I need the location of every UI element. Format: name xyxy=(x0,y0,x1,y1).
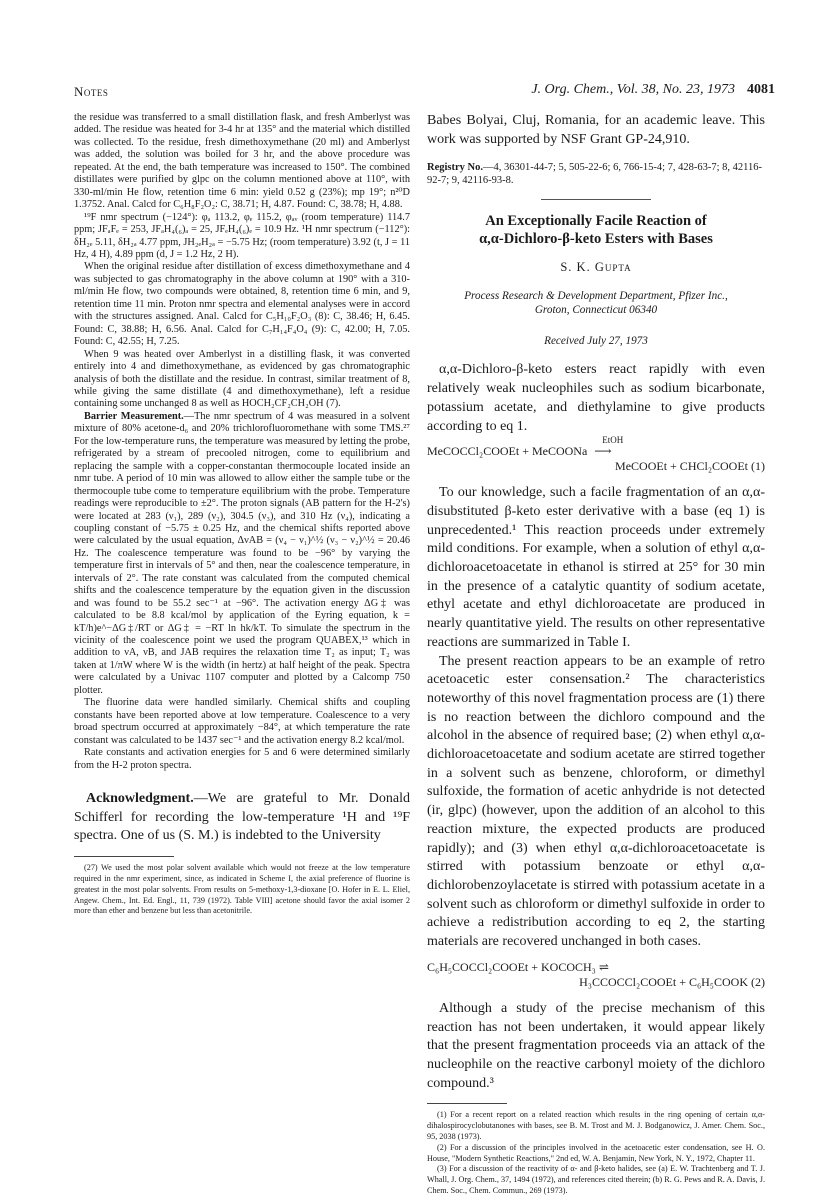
right-column xyxy=(427,112,765,1197)
ack-body: —We are grateful to Mr. Donald Schifferl for recording the low-temperature ¹H and ¹⁹F spectra. One of us (S. M.) is indebted to the University xyxy=(74,791,410,844)
affiliation-line: Groton, Connecticut 06340 xyxy=(534,304,658,317)
footnote: (3) For a discussion of the reactivity of α- and β-keto halides, see (a) E. W. Trachtenberg and T. J. Whall, J. Org. Chem., 37, 1494 (1972), and references cited therein; (b) R. G. Pews and R. A. Davis, J. Chem. Soc., Chem. Commun., 269 (1973). xyxy=(427,1164,765,1195)
left-column xyxy=(74,112,410,917)
footnote: (1) For a recent report on a related reaction which results in the ring opening of certain α,α-dihalospirocyclobutanones with bases, see B. M. Trost and M. J. Bodganowicz, J. Amer. Chem. Soc., 95, 2038 (1973). xyxy=(427,1110,765,1141)
paragraph: Rate constants and activation energies for 5 and 6 were determined similarly from the H-2 proton spectra. xyxy=(74,747,410,771)
article-body xyxy=(427,361,765,436)
journal-header xyxy=(531,82,775,98)
paragraph-body: —The nmr spectrum of 4 was measured in a solvent mixture of 80% acetone-d₆ and 20% trichlorofluoromethane with some TMS.²⁷ For the low-temperature runs, the temperature was measured by letting the probe, refrigerated by a stream of precooled nitrogen, come to equilibrium and replacing the sample with a copper-constantan thermocouple located inside an nmr tube. A period of 10 min was allowed to allow either the sample tube or the thermocouple tube come to temperature equilibrium with the probe. Temperature readings were reproducible to ±2°. The proton signals (AB pattern for the H-2's) were located at 283 (ν₁), 289 (ν₂), 304.5 (ν₃), and 310 Hz (ν₄), indicating a coupling constant of −5.75 ± 0.25 Hz, and the chemical shifts reported above were calculated by the usual equation, ΔνAB = (ν₄ − ν₁)^½ (ν₃ − ν₂)^½ = 20.46 Hz. The coalescence temperature was found to be −96° by varying the temperature first in intervals of 5° and then, near the coalescence temperature, in intervals of 2°. The rate constant was calculated from the computed chemical shifts and the coalescence temperature by the equation given in the discussion and was found to be 55.2 sec⁻¹ at −96°. The activation energy ΔG‡ was calculated to be 8.8 kcal/mol by application of the Eyring equation, k = kT/h)e^−ΔG‡/RT or ΔG‡ = −RT ln hk/kT. To simulate the spectrum in the vicinity of the coalescence point we used the program QUABEX,¹³ which in addition to νA, νB, and JAB requires the relaxation time T₂ as input; T₂ was taken at 1/πW where W is the width (in hertz) at half height of the peak. Spectra were calculated by a Univac 1107 computer and plotted by a Calcomp 750 plotter. xyxy=(74,410,410,696)
eq2-products: H₃CCOCCl₂COOEt + C₆H₅COOK (2) xyxy=(579,974,765,989)
paragraph: α,α-Dichloro-β-keto esters react rapidly with even relatively weak nucleophiles such as sodium bicarbonate, potassium acetate, and diethylamine to give products according to eq 1. xyxy=(427,362,765,434)
title-line: α,α-Dichloro-β-keto Esters with Bases xyxy=(479,231,713,248)
paragraph: When the original residue after distillation of excess dimethoxymethane and 4 was subjected to gas chromatography in the above column at 190° with a 310-ml/min He flow, two compounds were obtained, 8, retention time 6 min, and 9, retention time 11 min. Proton nmr spectra and elemental analyses were in accord with the structures assigned. Anal. Calcd for C₅H₁₀F₂O₃ (8): C, 38.46; H, 6.45. Found: C, 38.88; H, 6.56. Anal. Calcd for C₇H₁₄F₄O₄ (9): C, 42.00; H, 7.05. Found: C, 42.55; H, 7.25. xyxy=(74,261,410,348)
journal-citation: J. Org. Chem., Vol. 38, No. 23, 1973 xyxy=(531,82,735,97)
footnotes xyxy=(427,1110,765,1196)
reaction-arrow: EtOH ⟶ xyxy=(594,435,624,459)
ack-heading: Acknowledgment. xyxy=(86,791,194,807)
article-body xyxy=(427,1000,765,1094)
paragraph: To our knowledge, such a facile fragmentation of an α,α-disubstituted β-keto ester derivative with a base (eq 1) is unprecedented.¹ This reaction proceeds under extremely mild conditions. For example, when a solution of ethyl α,α-dichloroacetoacetate in ethanol is stirred at 25° for 30 min in the presence of a catalytic quantity of sodium acetate, ethyl acetate and ethyl dichloroacetate are produced in nearly quantitative yield. The results on other representative reactions are summarized in Table I. xyxy=(427,485,765,650)
paragraph: the residue was transferred to a small distillation flask, and fresh Amberlyst was added. The residue was heated for 3-4 hr at 135° and the material which distilled was collected. To the residue, fresh dimethoxymethane (20 ml) and Amberlyst was added, the solution was boiled for 3 hr, and the above procedure was repeated. At the end, the bath temperature was increased to 150°. The combined distillates were purified by glpc on the column mentioned above at 110°, with 330-ml/min He flow, retention time 6 min: yield 0.52 g (23%); mp 19°; n²⁰D 1.3752. Anal. Calcd for C₆H₈F₂O₂: C, 38.71; H, 4.87. Found: C, 38.78; H, 4.88. xyxy=(74,112,410,211)
footnote: (27) We used the most polar solvent available which would not freeze at the low temperature required in the nmr experiment, since, as indicated in Scheme I, the axial preference of fluorine is greatest in the most polar solvents. From results on 5-methoxy-1,3-dioxane [O. Hofer in E. L. Eliel, Angew. Chem., Int. Ed. Engl., 11, 739 (1972). Table VIII] acetone should favor the axial isomer 2 more than ether and benzene but less than acetonitrile. xyxy=(74,863,410,916)
registry-list: —4, 36301-44-7; 5, 505-22-6; 6, 766-15-4; 7, 428-63-7; 8, 42116-92-7; 9, 42116-93-8. xyxy=(427,162,762,187)
affiliation xyxy=(427,289,765,317)
registry-numbers xyxy=(427,161,765,187)
paragraph: Although a study of the precise mechanism of this reaction has not been undertaken, it would appear likely that the present fragmentation proceeds via an attack of the nucleophile on the reactive carbonyl moiety of the dichloro compound.³ xyxy=(427,1000,765,1091)
paragraph: The present reaction appears to be an example of retro acetoacetic ester consensation.² The characteristics noteworthy of this novel fragmentation process are (1) there is no reaction between the dichloro compound and the alcohol in the absence of required base; (2) when ethyl α,α-dichloroacetoacetate and sodium acetate are stirred together in a solvent such as benzene, chloroform, or dimethyl sulfoxide, the formation of acetic anhydride is not detected (ir, glpc) (however, upon the addition of an alcohol to this reaction mixture, the expected products are produced rapidly); and (3) when ethyl α,α-dichloroacetoacetate is stirred with potassium benzoate or ethyl α,α-dichlorobenzoylacetate is stirred with potassium acetate in a solvent such as chloroform or dimethyl sulfoxide in order to achieve a redistribution according to eq 2, the starting materials are recovered unchanged in both cases. xyxy=(427,653,765,950)
article-body xyxy=(427,484,765,952)
eq1-products: MeCOOEt + CHCl₂COOEt (1) xyxy=(615,459,765,474)
footnote-divider xyxy=(427,1103,507,1104)
paragraph: The fluorine data were handled similarly. Chemical shifts and coupling constants have been reported above at low temperature. Coalescence to a very broad spectrum occurred at approximately −84°, at which temperature the rate constant was calculated to be 1437 sec⁻¹ and the activation energy 8.2 kcal/mol. xyxy=(74,697,410,746)
section-header: Notes xyxy=(74,84,109,99)
page-number: 4081 xyxy=(747,82,775,97)
affiliation-line: Process Research & Development Department, Pfizer Inc., xyxy=(464,290,728,303)
received-date: Received July 27, 1973 xyxy=(544,335,648,348)
continued-text xyxy=(427,112,765,149)
equation-1 xyxy=(427,435,765,474)
equation-line xyxy=(427,435,765,459)
footnotes xyxy=(74,863,410,917)
paragraph xyxy=(74,411,410,697)
eq2-reactants: C₆H₅COCCl₂COOEt + KOCOCH₃ ⇌ xyxy=(427,959,609,974)
footnote-divider xyxy=(74,856,174,857)
section-divider xyxy=(541,199,651,200)
experimental-text xyxy=(74,112,410,772)
footnote: (2) For a discussion of the principles involved in the acetoacetic ester condensation, see H. O. House, "Modern Synthetic Reactions," 2nd ed, W. A. Benjamin, New York, N. Y., 1972, Chapter 11. xyxy=(427,1142,765,1163)
author: S. K. Gupta xyxy=(560,260,632,275)
registry-label: Registry No. xyxy=(427,162,483,174)
paragraph: When 9 was heated over Amberlyst in a distilling flask, it was converted entirely into 4 and dimethoxymethane, as evidenced by gas chromatographic analysis of both the distillate and the residue. In contrast, similar treatment of 8, while giving the same distillate (4 and dimethoxymethane), left a residue containing some unchanged 8 as well as HOCH₂CF₂CH₂OH (7). xyxy=(74,348,410,410)
paragraph xyxy=(74,790,410,846)
paragraph: ¹⁹F nmr spectrum (−124°): φₐ 113.2, φₑ 115.2, φₐᵥ (room temperature) 114.7 ppm; JFₐFₑ = 253, JFₐH₄(₆)ₐ = 25, JFₑH₄(₆)ₑ = 10.9 Hz. ¹H nmr spectrum (−112°): δH₂ₑ 5.11, δH₂ₐ 4.77 ppm, JH₂ₑH₂ₐ = −5.75 Hz; (room temperature) 3.92 (t, J = 11 Hz, 4 H), 4.89 ppm (d, J = 1.2 Hz, 2 H). xyxy=(74,211,410,260)
acknowledgment xyxy=(74,790,410,846)
arrow-label: EtOH xyxy=(602,435,624,446)
title-line: An Exceptionally Facile Reaction of xyxy=(485,213,707,230)
paragraph: Babes Bolyai, Cluj, Romania, for an academic leave. This work was supported by NSF Grant GP-24,910. xyxy=(427,113,765,147)
equation-2 xyxy=(427,960,765,990)
article-title xyxy=(427,212,765,248)
eq1-reactants: MeCOCCl₂COOEt + MeCOONa xyxy=(427,444,588,459)
paragraph-heading: Barrier Measurement. xyxy=(84,410,184,422)
